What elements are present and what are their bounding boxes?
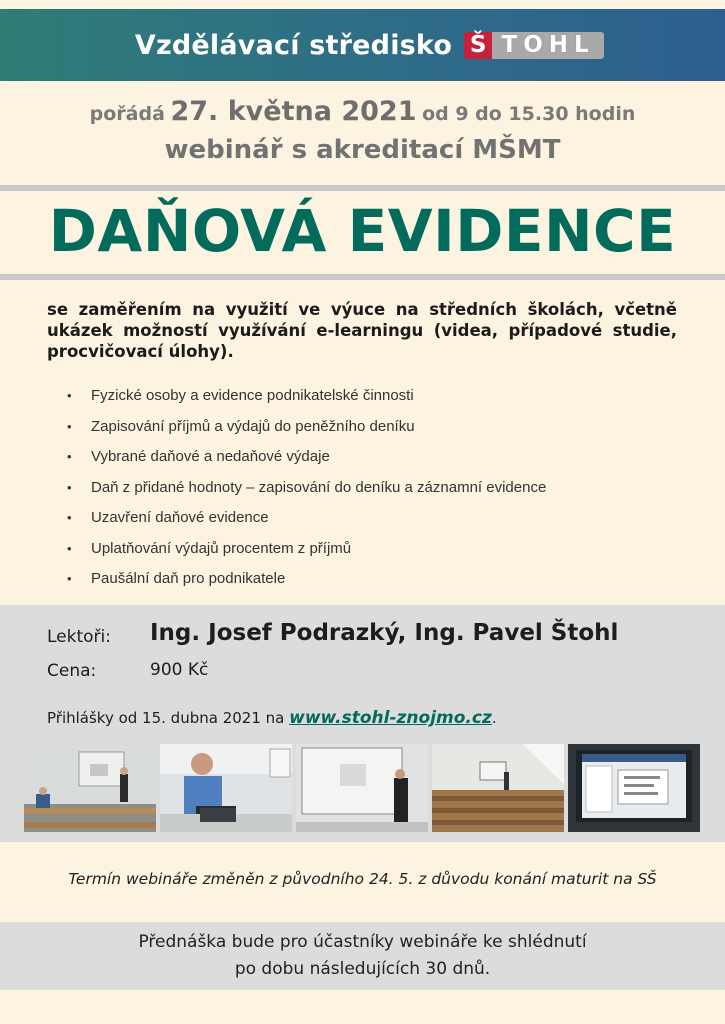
topic-item: • Uplatňování výdajů procentem z příjmů [67,537,546,568]
topic-item: • Fyzické osoby a evidence podnikatelské činnosti [67,384,546,415]
lecturers-label: Lektoři: [47,627,111,647]
topic-item: • Zapisování příjmů a výdajů do peněžního deníku [67,415,546,446]
lecturers-names: Ing. Josef Podrazký, Ing. Pavel Štohl [150,620,619,646]
registration-link[interactable]: www.stohl-znojmo.cz [289,708,492,728]
footer-line-2: po dobu následujících 30 dnů. [234,959,491,979]
header-title: Vzdělávací středisko [134,29,453,61]
event-prefix: pořádá [89,103,165,125]
topic-item: • Uzavření daňové evidence [67,506,546,537]
photo-lecturer-speaking [160,744,292,832]
price-label: Cena: [47,661,97,681]
event-date-line [0,96,725,127]
registration-line [47,708,497,728]
page-title: DAŇOVÁ EVIDENCE [48,197,677,265]
topic-item: • Paušální daň pro podnikatele [67,567,546,598]
topic-item: • Daň z přidané hodnoty – zapisování do deníku a záznamní evidence [67,476,546,507]
logo-rest-letters: TOHL [492,32,604,59]
divider-bottom [0,274,725,280]
footer-band [0,922,725,990]
header-banner [0,9,725,81]
photo-computer-screen [568,744,700,832]
event-subtitle: webinář s akreditací MŠMT [164,135,561,165]
stohl-logo [464,32,604,59]
photo-lecture-hall [432,744,564,832]
event-date: 27. května 2021 [170,96,417,127]
registration-suffix: . [491,709,497,727]
footer-line-1: Přednáška bude pro účastníky webináře ke shlédnutí [138,932,587,952]
photo-whiteboard [296,744,428,832]
photo-classroom-1 [24,744,156,832]
topic-item: • Vybrané daňové a nedaňové výdaje [67,445,546,476]
date-change-note: Termín webináře změněn z původního 24. 5. z důvodu konání maturit na SŠ [68,870,657,888]
event-time: od 9 do 15.30 hodin [422,103,636,125]
topic-list [67,384,546,598]
registration-prefix: Přihlášky od 15. dubna 2021 na [47,709,285,727]
price-value: 900 Kč [150,660,209,680]
intro-text: se zaměřením na využití ve výuce na středních školách, včetně ukázek možností využívání e-learningu (videa, případové studie, procvičovací úlohy). [47,300,677,361]
logo-first-letter: Š [464,32,492,59]
divider-top [0,185,725,191]
